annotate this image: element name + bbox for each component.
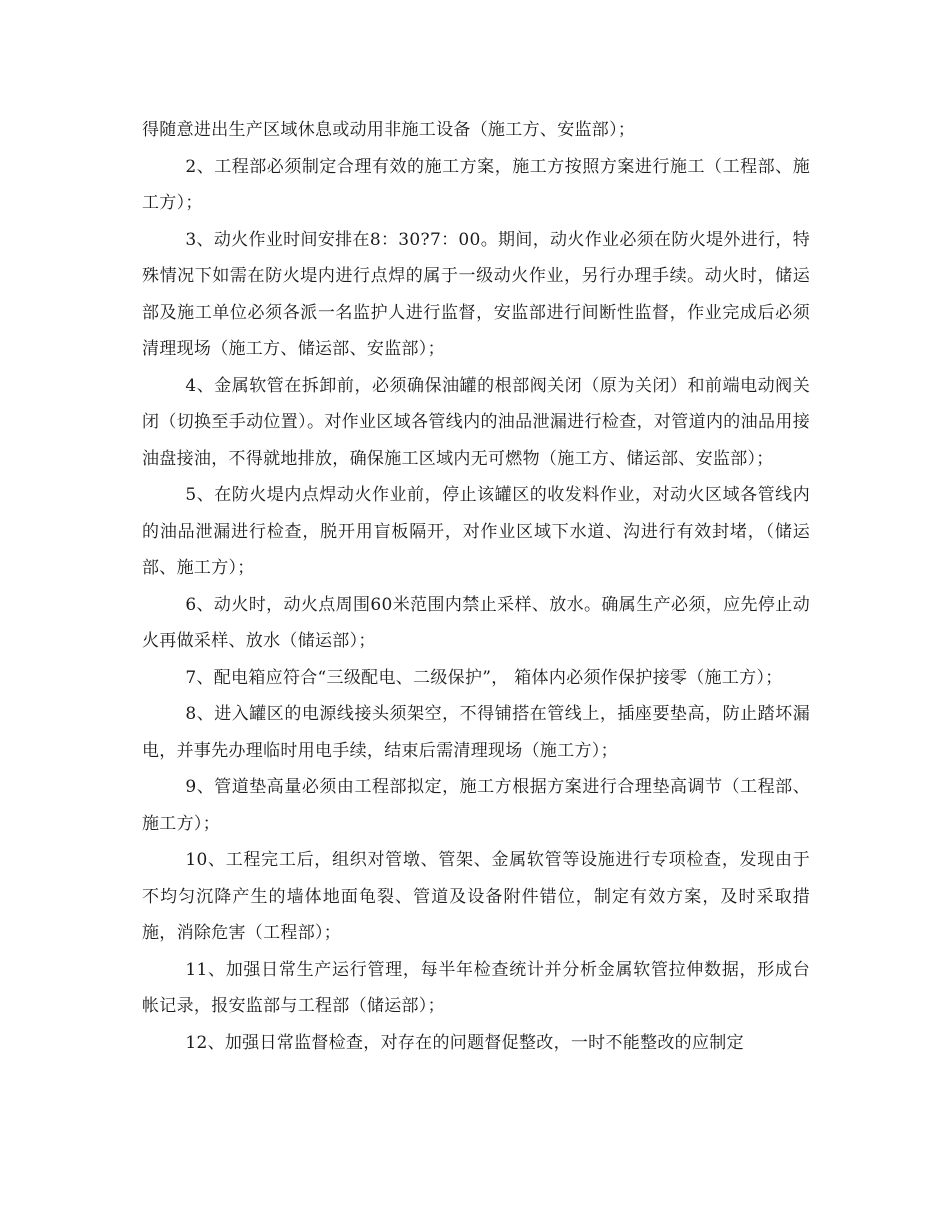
paragraph-item-7: 7、配电箱应符合“三级配电、二级保护”， 箱体内必须作保护接零（施工方）； <box>185 667 783 688</box>
paragraph-item-10: 10、工程完工后，组织对管墩、管架、金属软管等设施进行专项检查，发现由于不均匀沉降产生的墙体地面龟裂、管道及设备附件错位，制定有效方案，及时采取措施，消除危害（工程部）； <box>142 850 810 943</box>
paragraph-item-8: 8、进入罐区的电源线接头须架空，不得铺搭在管线上，插座要垫高，防止踏坏漏电，并事先办理临时用电手续，结束后需清理现场（施工方）； <box>142 704 810 761</box>
paragraph-item-6: 6、动火时，动火点周围60米范围内禁止采样、放水。确属生产必须，应先停止动火再做采样、放水（储运部）； <box>142 594 810 651</box>
paragraph-item-5: 5、在防火堤内点焊动火作业前，停止该罐区的收发料作业，对动火区域各管线内的油品泄漏进行检查，脱开用盲板隔开，对作业区域下水道、沟进行有效封堵，（储运部、施工方）； <box>142 485 810 578</box>
paragraph-item-2: 2、工程部必须制定合理有效的施工方案，施工方按照方案进行施工（工程部、施工方）； <box>142 156 810 213</box>
paragraph-item-12: 12、加强日常监督检查，对存在的问题督促整改，一时不能整改的应制定 <box>185 1032 744 1053</box>
paragraph-continuation: 得随意进出生产区域休息或动用非施工设备（施工方、安监部）； <box>142 120 636 140</box>
paragraph-item-11: 11、加强日常生产运行管理，每半年检查统计并分析金属软管拉伸数据，形成台帐记录，报安监部与工程部（储运部）； <box>142 959 810 1016</box>
paragraph-item-4: 4、金属软管在拆卸前，必须确保油罐的根部阀关闭（原为关闭）和前端电动阀关闭（切换至手动位置）。对作业区域各管线内的油品泄漏进行检查，对管道内的油品用接油盘接油，不得就地排放，确保施工区域内无可燃物（施工方、储运部、安监部）； <box>142 375 810 469</box>
paragraph-item-3: 3、动火作业时间安排在8：30?7：00。期间，动火作业必须在防火堤外进行，特殊情况下如需在防火堤内进行点焊的属于一级动火作业，另行办理手续。动火时，储运部及施工单位必须各派一名监护人进行监督，安监部进行间断性监督，作业完成后必须清理现场（施工方、储运部、安监部）； <box>142 229 810 359</box>
paragraph-item-9: 9、管道垫高量必须由工程部拟定，施工方根据方案进行合理垫高调节（工程部、施工方）； <box>142 777 810 834</box>
document-body <box>142 112 810 1061</box>
